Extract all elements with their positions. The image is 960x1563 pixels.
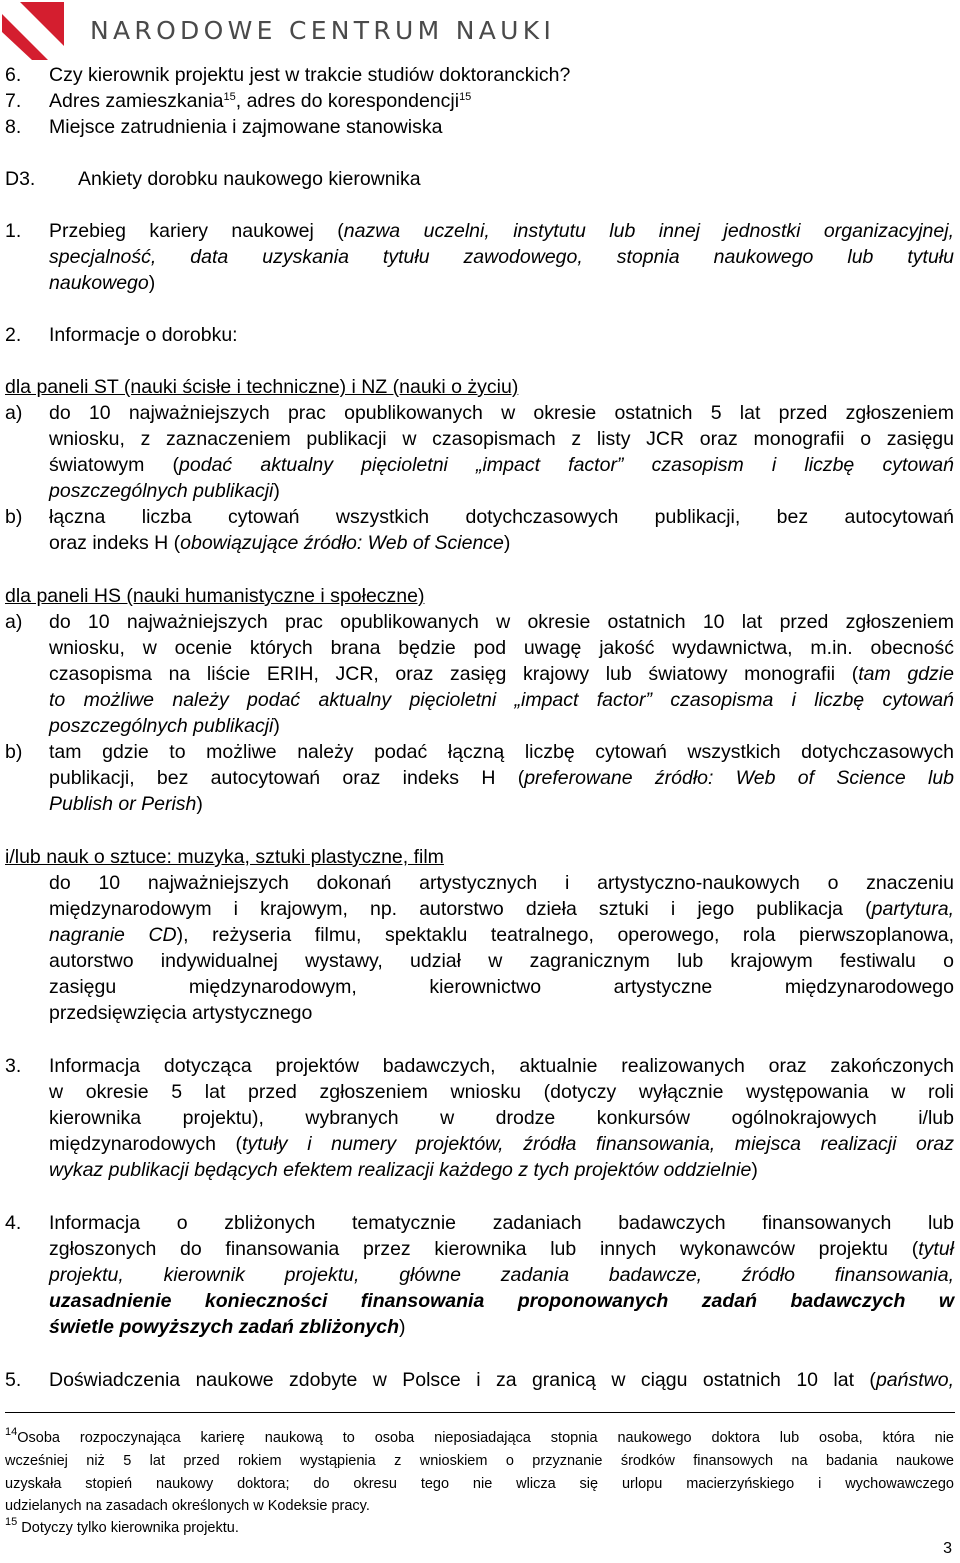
page-number: 3 — [943, 1540, 952, 1557]
item-number: 8. — [5, 116, 22, 138]
point-text: Informacje o dorobku: — [49, 324, 238, 346]
page-header — [0, 0, 960, 62]
point-number: 5. — [5, 1369, 22, 1391]
footnote-mark: 14 — [5, 1426, 18, 1438]
point-text: Przebieg kariery naukowej (nazwa uczelni, instytutu lub innej jednostki organizacyjnej, — [49, 220, 954, 242]
item-text: Czy kierownik projektu jest w trakcie studiów doktoranckich? — [49, 64, 571, 86]
item-number: 6. — [5, 64, 22, 86]
footnote-14-line-3: uzyskała stopień naukowy doktora; do okresu tego nie wlicza się urlopu macierzyńskiego i wychowawczego — [5, 1476, 954, 1492]
item-number: 7. — [5, 90, 22, 112]
section-number: D3. — [5, 168, 36, 190]
point-number: 3. — [5, 1055, 22, 1077]
point-number: 1. — [5, 220, 22, 242]
footnote-14-line-2: wcześniej niż 5 lat przed rokiem wystąpienia z wnioskiem o przyznanie środków finansowych na badania naukowe — [5, 1453, 954, 1469]
point-number: 4. — [5, 1212, 22, 1234]
item-text: Miejsce zatrudnienia i zajmowane stanowiska — [49, 116, 443, 138]
list-marker: b) — [5, 506, 23, 528]
footnote-14-line-4: udzielanych na zasadach określonych w Kodeksie pracy. — [5, 1498, 370, 1514]
footnote-ref: 15 — [459, 91, 472, 103]
footnote-mark: 15 — [5, 1516, 18, 1528]
footnote-15: $^{15}$ Dotyczy tylko kierownika projektu. — [5, 1516, 239, 1536]
point-number: 2. — [5, 324, 22, 346]
footnote-ref: 15 — [223, 91, 236, 103]
footnote-divider — [5, 1412, 955, 1413]
point-text: specjalność, data uzyskania tytułu zawodowego, stopnia naukowego lub tytułu — [49, 246, 954, 268]
list-marker: a) — [5, 611, 23, 633]
list-marker: a) — [5, 402, 23, 424]
item-text: Adres zamieszkania$^{15}$, adres do korespondencji$^{15}$ — [49, 90, 472, 112]
list-marker: b) — [5, 741, 23, 763]
point-text: naukowego) — [49, 272, 156, 294]
brand-name: NARODOWE CENTRUM NAUKI — [90, 16, 556, 45]
footnote-14-line-1: $^{14}$Osoba rozpoczynająca karierę naukową to osoba nieposiadająca stopnia naukowego doktora lub osoba, która nie — [5, 1426, 954, 1446]
section-title: Ankiety dorobku naukowego kierownika — [78, 168, 421, 190]
ncn-logo — [2, 2, 72, 60]
